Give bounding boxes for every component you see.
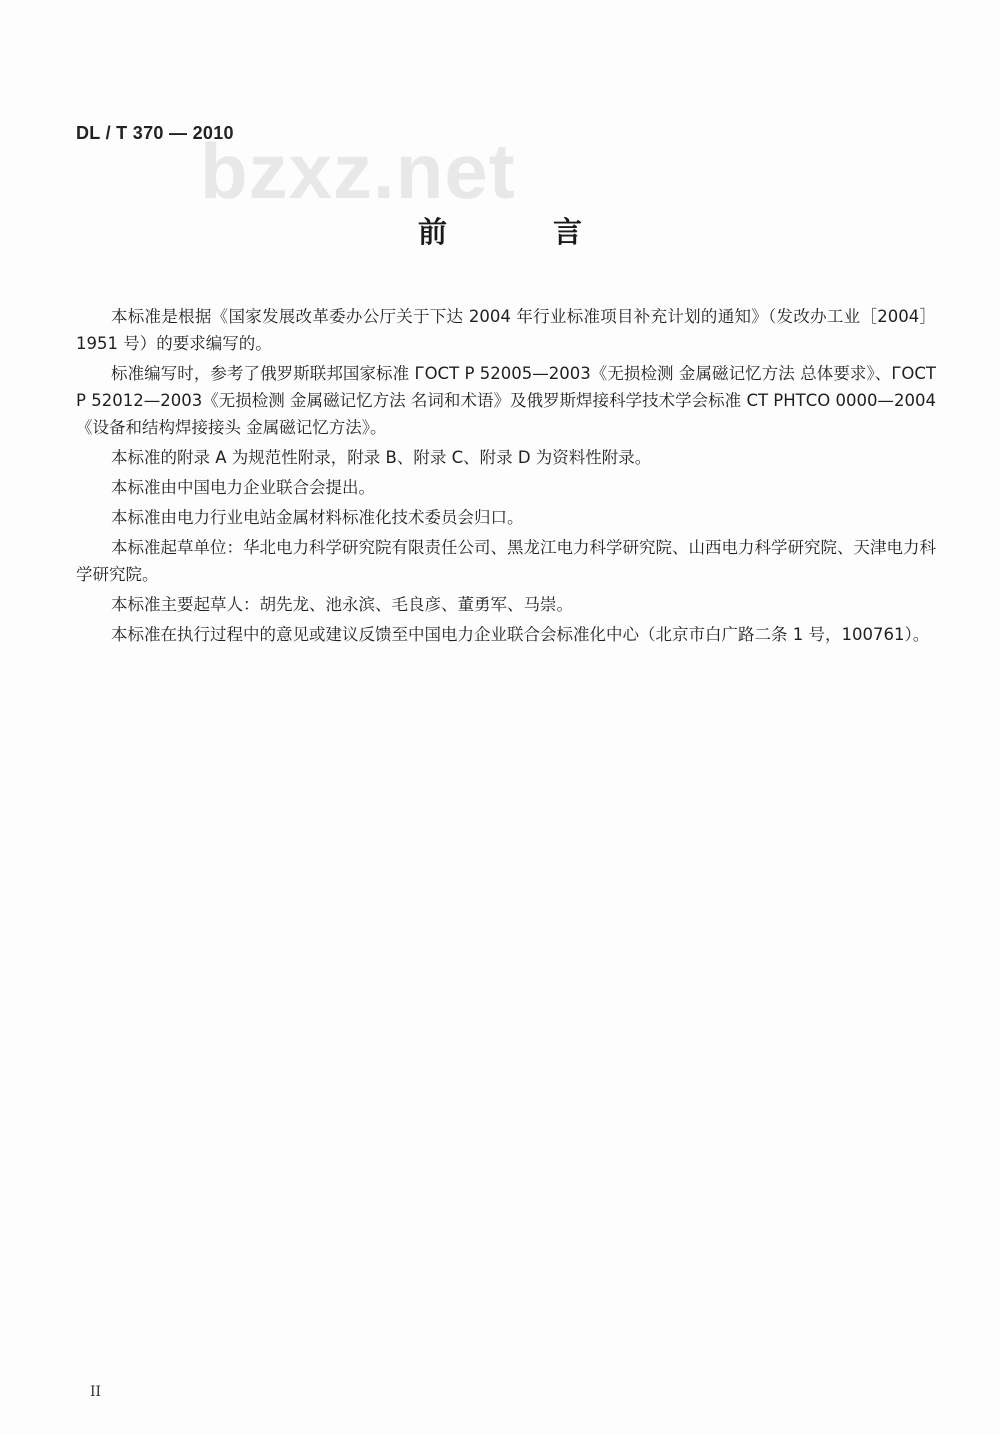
document-code: DL / T 370 — 2010 (76, 123, 234, 143)
watermark: bzxz.net (200, 127, 516, 215)
paragraph: 本标准起草单位：华北电力科学研究院有限责任公司、黑龙江电力科学研究院、山西电力科学研究院、天津电力科学研究院。 (76, 538, 936, 584)
paragraph: 本标准是根据《国家发展改革委办公厅关于下达 2004 年行业标准项目补充计划的通知》（发改办工业［2004］1951 号）的要求编写的。 (76, 307, 936, 353)
paragraph: 本标准主要起草人：胡先龙、池永滨、毛良彦、董勇军、马崇。 (111, 595, 573, 614)
paragraph: 本标准在执行过程中的意见或建议反馈至中国电力企业联合会标准化中心（北京市白广路二条 1 号，100761）。 (111, 625, 930, 644)
page-number: II (90, 1384, 102, 1400)
paragraph: 本标准的附录 A 为规范性附录，附录 B、附录 C、附录 D 为资料性附录。 (111, 448, 652, 467)
page-title: 前 言 (417, 215, 631, 249)
foreword-body (76, 303, 936, 651)
paragraph: 标准编写时，参考了俄罗斯联邦国家标准 ГОСТ Р 52005—2003《无损检测 金属磁记忆方法 总体要求》、ГОСТ Р 52012—2003《无损检测 金属磁记忆方法 名词和术语》及俄罗斯焊接科学技术学会标准 СТ РНТСО 0000—2004《设备和结构焊接接头 金属磁记忆方法》。 (76, 364, 936, 437)
paragraph: 本标准由中国电力企业联合会提出。 (111, 478, 375, 497)
paragraph: 本标准由电力行业电站金属材料标准化技术委员会归口。 (111, 508, 524, 527)
